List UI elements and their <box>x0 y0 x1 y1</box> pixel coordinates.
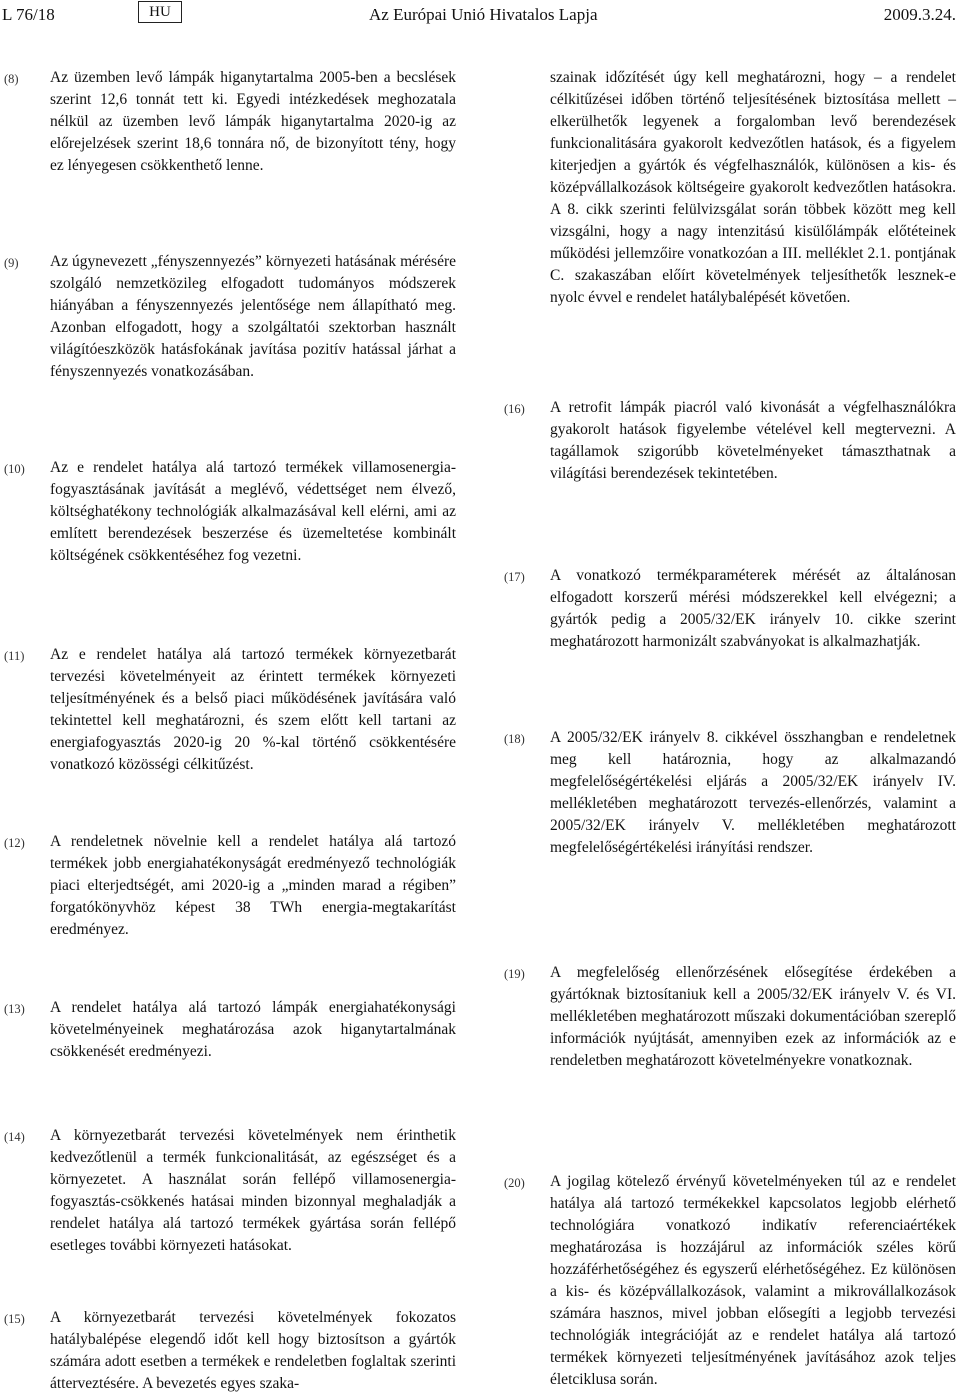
language-badge: HU <box>138 1 182 23</box>
recital-17 <box>504 565 956 653</box>
page-header <box>0 0 960 28</box>
recital-number: (17) <box>504 570 525 584</box>
recital-number: (18) <box>504 732 525 746</box>
recital-9 <box>4 251 456 383</box>
recital-number: (19) <box>504 967 525 981</box>
recital-16 <box>504 397 956 485</box>
recital-18 <box>504 727 956 859</box>
recital-12 <box>4 831 456 941</box>
recital-text: Az üzemben levő lámpák higanytartalma 2005-ben a becslések szerint 12,6 tonnát tett ki. Egyedi intézkedések meghozatala nélkül az üzemben levő lámpák higanytartalma 2020-ig az előrejelzések szerint 18,6 tonnára nő, de bizonyított tény, hogy ez lényegesen csökkenthető lenne. <box>50 69 456 174</box>
recital-text: A retrofit lámpák piacról való kivonását a végfelhasználókra gyakorolt hatások figyelembe vételével kell megtervezni. A tagállamok szigorúbb követelményeket támaszthatnak a világítási berendezések tekintetében. <box>550 399 956 482</box>
recital-number: (15) <box>4 1312 25 1326</box>
recital-number: (13) <box>4 1002 25 1016</box>
recital-number: (9) <box>4 256 19 270</box>
recital-number: (11) <box>4 649 25 663</box>
recital-number: (16) <box>504 402 525 416</box>
recital-text: A 2005/32/EK irányelv 8. cikkével összhangban e rendeletnek meg kell határoznia, hogy az alkalmazandó megfelelőségértékelési eljárás a 2005/32/EK irányelv IV. mellékletében meghatározott tervezés-ellenőrzés, valamint a 2005/32/EK irányelv V. mellékletében meghatározott megfelelőségértékelési irányítási rendszer. <box>550 729 956 856</box>
recital-text: A megfelelőség ellenőrzésének elősegítése érdekében a gyártóknak biztosítaniuk kell a 2005/32/EK irányelv V. és VI. mellékletében meghatározott műszaki dokumentációban szereplő információk nyújtását, amennyiben ezek az információk az e rendeletben meghatározott követelményekre vonatkoznak. <box>550 964 956 1069</box>
recital-number: (8) <box>4 72 19 86</box>
publication-date: 2009.3.24. <box>883 5 956 24</box>
recital-8 <box>4 67 456 177</box>
recital-text: A rendelet hatálya alá tartozó lámpák energiahatékonysági követelményeinek meghatározása azok higanytartalmának csökkenését eredményezi. <box>50 999 456 1060</box>
page-number: L 76/18 <box>2 5 55 24</box>
recital-13 <box>4 997 456 1063</box>
recital-19 <box>504 962 956 1072</box>
recital-text: Az e rendelet hatálya alá tartozó termékek villamosenergia-fogyasztásának javítását a meglévő, védettséget nem élvező, költséghatékony technológiák alkalmazásával kell elérni, ami az említett berendezések beszerzése és üzemeltetése kombinált költségének csökkentéséhez fog vezetni. <box>50 459 456 564</box>
recital-15 <box>4 1307 456 1395</box>
recital-text: A környezetbarát tervezési követelmények fokozatos hatálybalépése elegendő időt kell hogy biztosítson a gyártók számára adott esetben a termékek e rendeletben foglaltak szerinti átterveztésére. A bevezetés egyes szaka- <box>50 1309 456 1392</box>
journal-title: Az Európai Unió Hivatalos Lapja <box>369 5 598 24</box>
recital-text: A környezetbarát tervezési követelmények nem érinthetik kedvezőtlenül a termék funkcionalitását, az egészséget és a környezetet. A használat során fellépő villamosenergia-fogyasztás-csökkenés hatásai minden bizonnyal meghaladják a rendelet hatálya alá tartozó termékek gyártása során fellépő esetleges további környezeti hatásokat. <box>50 1127 456 1254</box>
recital-number: (12) <box>4 836 25 850</box>
recital-text: szainak időzítését úgy kell meghatározni, hogy – a rendelet célkitűzései időben történő teljesítésének biztosítása mellett – elkerülhetők legyenek a forgalomban levő berendezések funkcionalitására gyakorolt kedvezőtlen hatások, és a figyelem kiterjedjen a gyártók és végfelhasználók, különösen a kis- és középvállalkozások költségeire gyakorolt kedvezőtlen hatásokra. A 8. cikk szerinti felülvizsgálat során többek között meg kell vizsgálni, hogy a nagy intenzitású kisülőlámpák előtéteinek működési jellemzőire vonatkozóan a III. melléklet 2.1. pontjának C. szakaszában előírt követelmények teljesíthetők lesznek-e nyolc évvel e rendelet hatálybalépését követően. <box>550 69 956 306</box>
recital-number: (10) <box>4 462 25 476</box>
recital-14 <box>4 1125 456 1257</box>
recital-text: Az e rendelet hatálya alá tartozó termékek környezetbarát tervezési követelményeit az érintett termékek környezeti teljesítményének és a belső piaci működésének javítására való tekintettel kell meghatározni, és szem előtt kell tartani az energiafogyasztás 2020-ig 20 %-kal történő csökkentésére vonatkozó közösségi célkitűzést. <box>50 646 456 773</box>
recital-number: (20) <box>504 1176 525 1190</box>
recital-text: A jogilag kötelező érvényű követelményeken túl az e rendelet hatálya alá tartozó termékekkel kapcsolatos legjobb elérhető technológiára vonatkozó indikatív referenciaértékek meghatározása is hozzájárul az információk széles körű hozzáférhetőségéhez és egyszerű elérhetőségéhez. Ez különösen a kis- és középvállalkozások, valamint a mikrovállalkozások számára hasznos, mivel jobban elősegíti a legjobb tervezési technológiák integrációját az e rendelet hatálya alá tartozó termékek környezeti teljesítményének javításához azok teljes életciklusa során. <box>550 1173 956 1388</box>
recital-15-continued <box>504 67 956 309</box>
recital-text: Az úgynevezett „fényszennyezés” környezeti hatásának mérésére szolgáló nemzetközileg elfogadott tudományos módszerek hiányában a fényszennyezés jelentősége nem állapítható meg. Azonban elfogadott, hogy a szolgáltatói szektorban használt világítóeszközök hatásfokának javítása pozitív hatással járhat a fényszennyezés vonatkozásában. <box>50 253 456 380</box>
recital-text: A rendeletnek növelnie kell a rendelet hatálya alá tartozó termékek jobb energiahatékonyságát eredményező technológiák piaci elterjedtségét, ami 2020-ig a „minden marad a régiben” forgatókönyvhöz képest 38 TWh energia-megtakarítást eredményez. <box>50 833 456 938</box>
recital-number: (14) <box>4 1130 25 1144</box>
recital-10 <box>4 457 456 567</box>
recital-20 <box>504 1171 956 1391</box>
recital-11 <box>4 644 456 776</box>
recital-text: A vonatkozó termékparaméterek mérését az általánosan elfogadott korszerű mérési módszerekkel kell elvégezni; a gyártók pedig a 2005/32/EK irányelv 10. cikke szerint meghatározott harmonizált szabványokat is alkalmazhatják. <box>550 567 956 650</box>
